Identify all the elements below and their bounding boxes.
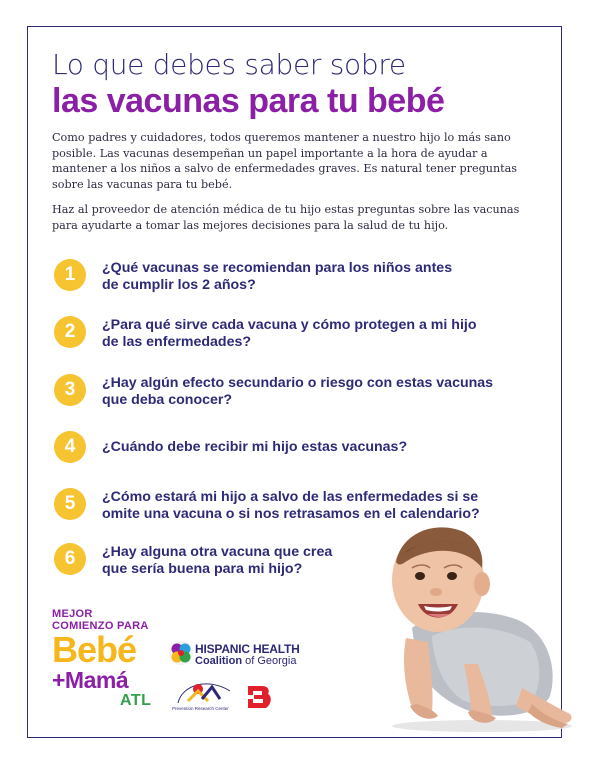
atl-logo-text: ATL — [120, 692, 152, 709]
hhc-logo-line-1: HISPANIC HEALTH — [195, 642, 300, 656]
question-item-4 — [52, 430, 522, 470]
mama-logo-text: +Mamá — [52, 667, 129, 693]
question-text — [102, 260, 522, 294]
question-text — [102, 317, 522, 351]
number-badge: 3 — [54, 374, 86, 406]
number-badge: 4 — [54, 431, 86, 463]
number-badge: 1 — [54, 259, 86, 291]
intro-paragraph-2: Haz al proveedor de atención médica de tu hijo estas preguntas sobre las vacunas para ayudarte a tomar las mejores decisiones para la salud de tu hijo. — [52, 203, 520, 232]
intro-paragraph-1: Como padres y cuidadores, todos queremos mantener a nuestro hijo lo más sano posible. Las vacunas desempeñan un papel importante a la hora de ayudar a mantener a los niños a salvo de enfermedades graves. Es natural tener preguntas sobre las vacunas para tu bebé. — [52, 131, 518, 191]
hhc-of-georgia: of Georgia — [245, 655, 297, 667]
title-line-1: Lo que debes saber sobre — [52, 48, 406, 81]
question-text — [102, 439, 522, 456]
msm-prc-logo-icon — [172, 673, 236, 707]
hhc-logo-icon — [168, 640, 194, 666]
question-line: que sería buena para mi hijo? — [102, 561, 303, 577]
question-line: que deba conocer? — [102, 392, 233, 408]
title-line-2: las vacunas para tu bebé — [52, 82, 445, 120]
question-line: ¿Qué vacunas se recomiendan para los niños antes — [102, 260, 453, 276]
tagline-line-1: MEJOR — [52, 608, 93, 620]
question-line: de cumplir los 2 años? — [102, 277, 256, 293]
question-item-2 — [52, 315, 522, 355]
bebe-logo-text: Bebé — [52, 629, 137, 670]
question-item-3 — [52, 373, 522, 413]
question-line: omite una vacuna o si nos retrasamos en el calendario? — [102, 506, 480, 522]
hhc-logo-line-2 — [195, 655, 297, 667]
question-line: ¿Para qué sirve cada vacuna y cómo protegen a mi hijo — [102, 317, 477, 333]
number-badge: 2 — [54, 316, 86, 348]
number-badge: 6 — [54, 543, 86, 575]
question-line: ¿Hay alguna otra vacuna que crea — [102, 544, 333, 560]
msm-prc-text: Prevention Research Center — [172, 706, 229, 711]
number-badge: 5 — [54, 488, 86, 520]
tagline-line-2: COMIENZO PARA — [52, 620, 149, 632]
question-text — [102, 375, 522, 409]
baby-photo — [372, 518, 577, 733]
b-logo-icon — [244, 682, 274, 712]
question-line: ¿Hay algún efecto secundario o riesgo con estas vacunas — [102, 375, 494, 391]
question-line: ¿Cómo estará mi hijo a salvo de las enfermedades si se — [102, 489, 479, 505]
question-line: ¿Cuándo debe recibir mi hijo estas vacunas? — [102, 439, 408, 455]
hhc-coalition: Coalition — [195, 655, 243, 667]
question-line: de las enfermedades? — [102, 334, 252, 350]
question-item-1 — [52, 258, 522, 298]
